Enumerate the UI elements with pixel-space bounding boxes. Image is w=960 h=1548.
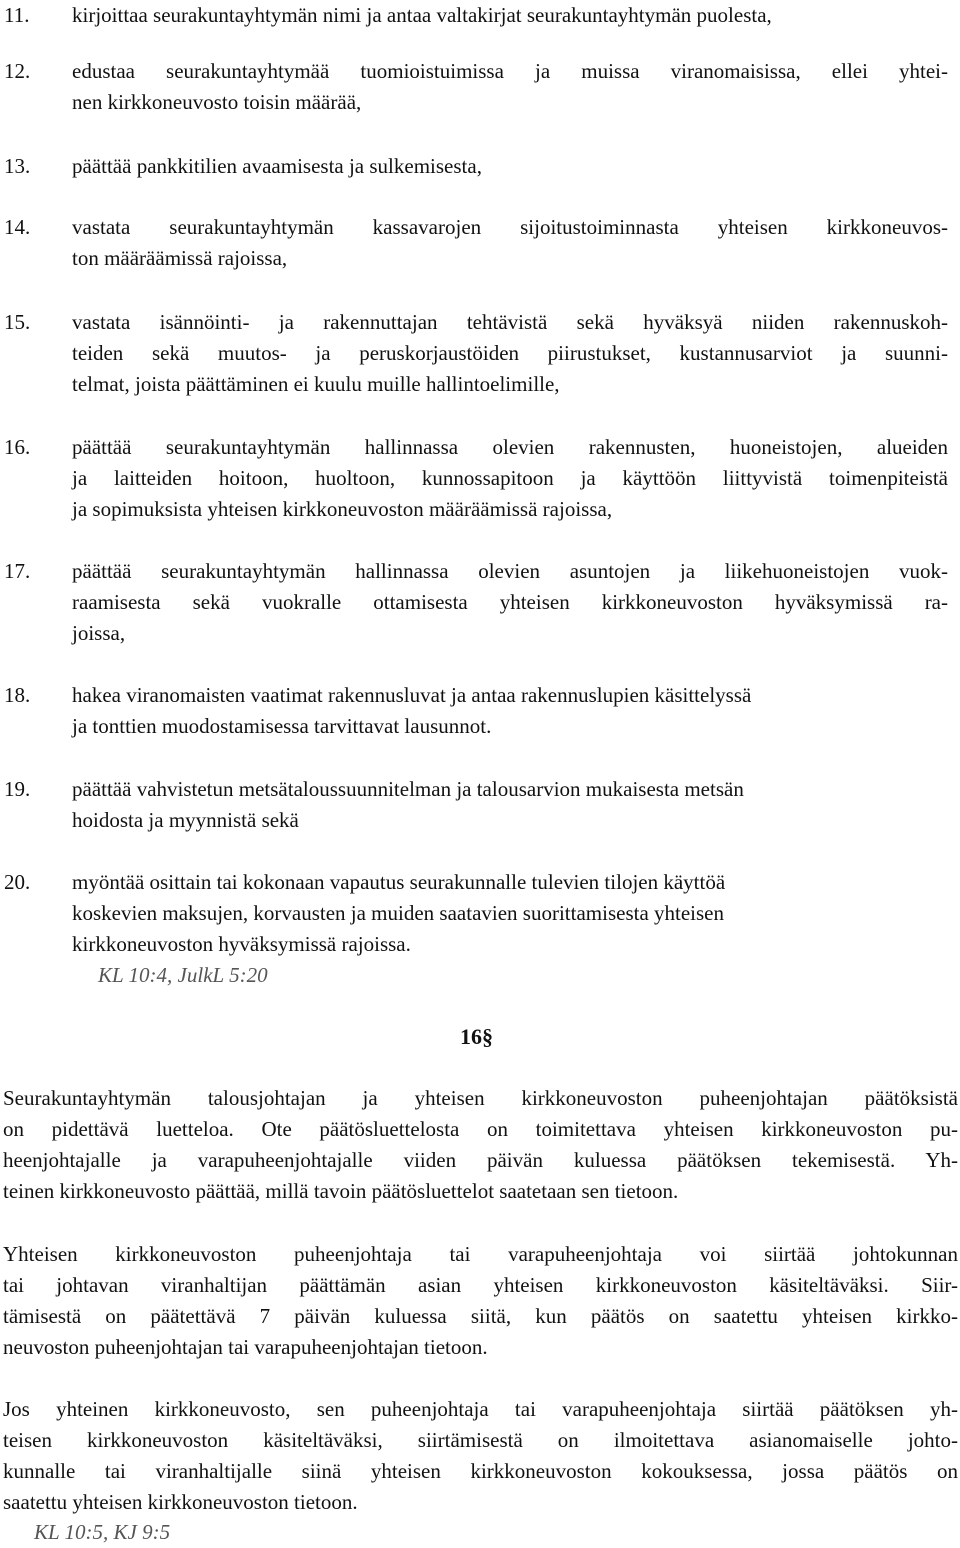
item-text-line: ja tonttien muodostamisessa tarvittavat lausunnot. (72, 714, 492, 738)
item-number: 14. (4, 215, 31, 239)
paragraph-3 (3, 1394, 958, 1518)
item-text-line: myöntää osittain tai kokonaan vapautus seurakunnalle tulevien tilojen käyttöä (72, 870, 726, 894)
legal-reference: KL 10:5, KJ 9:5 (34, 1520, 171, 1544)
item-text-line: päättää pankkitilien avaamisesta ja sulkemisesta, (72, 154, 482, 178)
item-text-line: päättää seurakuntayhtymän hallinnassa olevien rakennusten, huoneistojen, alueiden (72, 435, 948, 459)
item-text-line: nen kirkkoneuvosto toisin määrää, (72, 90, 362, 114)
item-text-line: vastata seurakuntayhtymän kassavarojen sijoitustoiminnasta yhteisen kirkkoneuvos- (72, 215, 948, 239)
item-text-line: kirkkoneuvoston hyväksymissä rajoissa. (72, 932, 411, 956)
item-number: 15. (4, 310, 31, 334)
item-text-line: joissa, (72, 621, 126, 645)
paragraph-line: teinen kirkkoneuvosto päättää, millä tavoin päätösluettelot saatetaan sen tietoon. (3, 1179, 679, 1203)
item-text-line: raamisesta sekä vuokralle ottamisesta yhteisen kirkkoneuvoston hyväksymissä ra- (72, 590, 948, 614)
item-text-line: päättää vahvistetun metsätaloussuunnitelman ja talousarvion mukaisesta metsän (72, 777, 744, 801)
item-number: 17. (4, 559, 31, 583)
item-number: 13. (4, 154, 31, 178)
item-text-line: hakea viranomaisten vaatimat rakennusluvat ja antaa rakennuslupien käsittelyssä (72, 683, 752, 707)
item-number: 18. (4, 683, 31, 707)
paragraph-line: tämisestä on päätettävä 7 päivän kuluessa siitä, kun päätös on saatettu yhteisen kirkko- (3, 1304, 958, 1328)
item-text-line: ja sopimuksista yhteisen kirkkoneuvoston määräämissä rajoissa, (72, 497, 613, 521)
item-number: 16. (4, 435, 31, 459)
paragraph-line: Yhteisen kirkkoneuvoston puheenjohtaja tai varapuheenjohtaja voi siirtää johtokunnan (3, 1242, 958, 1266)
item-number: 11. (4, 3, 30, 27)
item-text-line: päättää seurakuntayhtymän hallinnassa olevien asuntojen ja liikehuoneistojen vuok- (72, 559, 948, 583)
item-text-line: hoidosta ja myynnistä sekä (72, 808, 299, 832)
paragraph-1 (3, 1083, 958, 1207)
paragraph-line: neuvoston puheenjohtajan tai varapuheenjohtajan tietoon. (3, 1335, 488, 1359)
paragraph-line: on pidettävä luetteloa. Ote päätösluettelosta on toimitettava yhteisen kirkkoneuvoston pu- (3, 1117, 958, 1141)
legal-reference: KL 10:4, JulkL 5:20 (98, 963, 268, 987)
section-heading: 16§ (460, 1024, 493, 1049)
paragraph-line: saatettu yhteisen kirkkoneuvoston tietoon. (3, 1490, 358, 1514)
item-text-line: edustaa seurakuntayhtymää tuomioistuimissa ja muissa viranomaisissa, ellei yhtei- (72, 59, 948, 83)
paragraph-line: teisen kirkkoneuvoston käsiteltäväksi, siirtämisestä on ilmoitettava asianomaiselle johto- (3, 1428, 958, 1452)
item-text-line: kirjoittaa seurakuntayhtymän nimi ja antaa valtakirjat seurakuntayhtymän puolesta, (72, 3, 772, 27)
item-text-line: vastata isännöinti- ja rakennuttajan tehtävistä sekä hyväksyä niiden rakennuskoh- (72, 310, 948, 334)
item-text-line: ton määräämissä rajoissa, (72, 246, 288, 270)
item-text-line: telmat, joista päättäminen ei kuulu muille hallintoelimille, (72, 372, 560, 396)
paragraph-line: Seurakuntayhtymän talousjohtajan ja yhteisen kirkkoneuvoston puheenjohtajan päätöksistä (3, 1086, 958, 1110)
paragraph-line: tai johtavan viranhaltijan päättämän asian yhteisen kirkkoneuvoston käsiteltäväksi. Siir- (3, 1273, 958, 1297)
item-number: 19. (4, 777, 31, 801)
item-number: 20. (4, 870, 31, 894)
item-text-line: koskevien maksujen, korvausten ja muiden saatavien suorittamisesta yhteisen (72, 901, 725, 925)
paragraph-2 (3, 1239, 958, 1363)
paragraph-line: heenjohtajalle ja varapuheenjohtajalle viiden päivän kuluessa päätöksen tekemisestä. Yh- (3, 1148, 958, 1172)
item-text-line: ja laitteiden hoitoon, huoltoon, kunnossapitoon ja käyttöön liittyvistä toimenpiteistä (72, 466, 948, 490)
paragraph-line: Jos yhteinen kirkkoneuvosto, sen puheenjohtaja tai varapuheenjohtaja siirtää päätöksen yh- (3, 1397, 958, 1421)
item-number: 12. (4, 59, 31, 83)
paragraph-line: kunnalle tai viranhaltijalle siinä yhteisen kirkkoneuvoston kokouksessa, jossa päätös on (3, 1459, 958, 1483)
item-text-line: teiden sekä muutos- ja peruskorjaustöiden piirustukset, kustannusarviot ja suunni- (72, 341, 948, 365)
